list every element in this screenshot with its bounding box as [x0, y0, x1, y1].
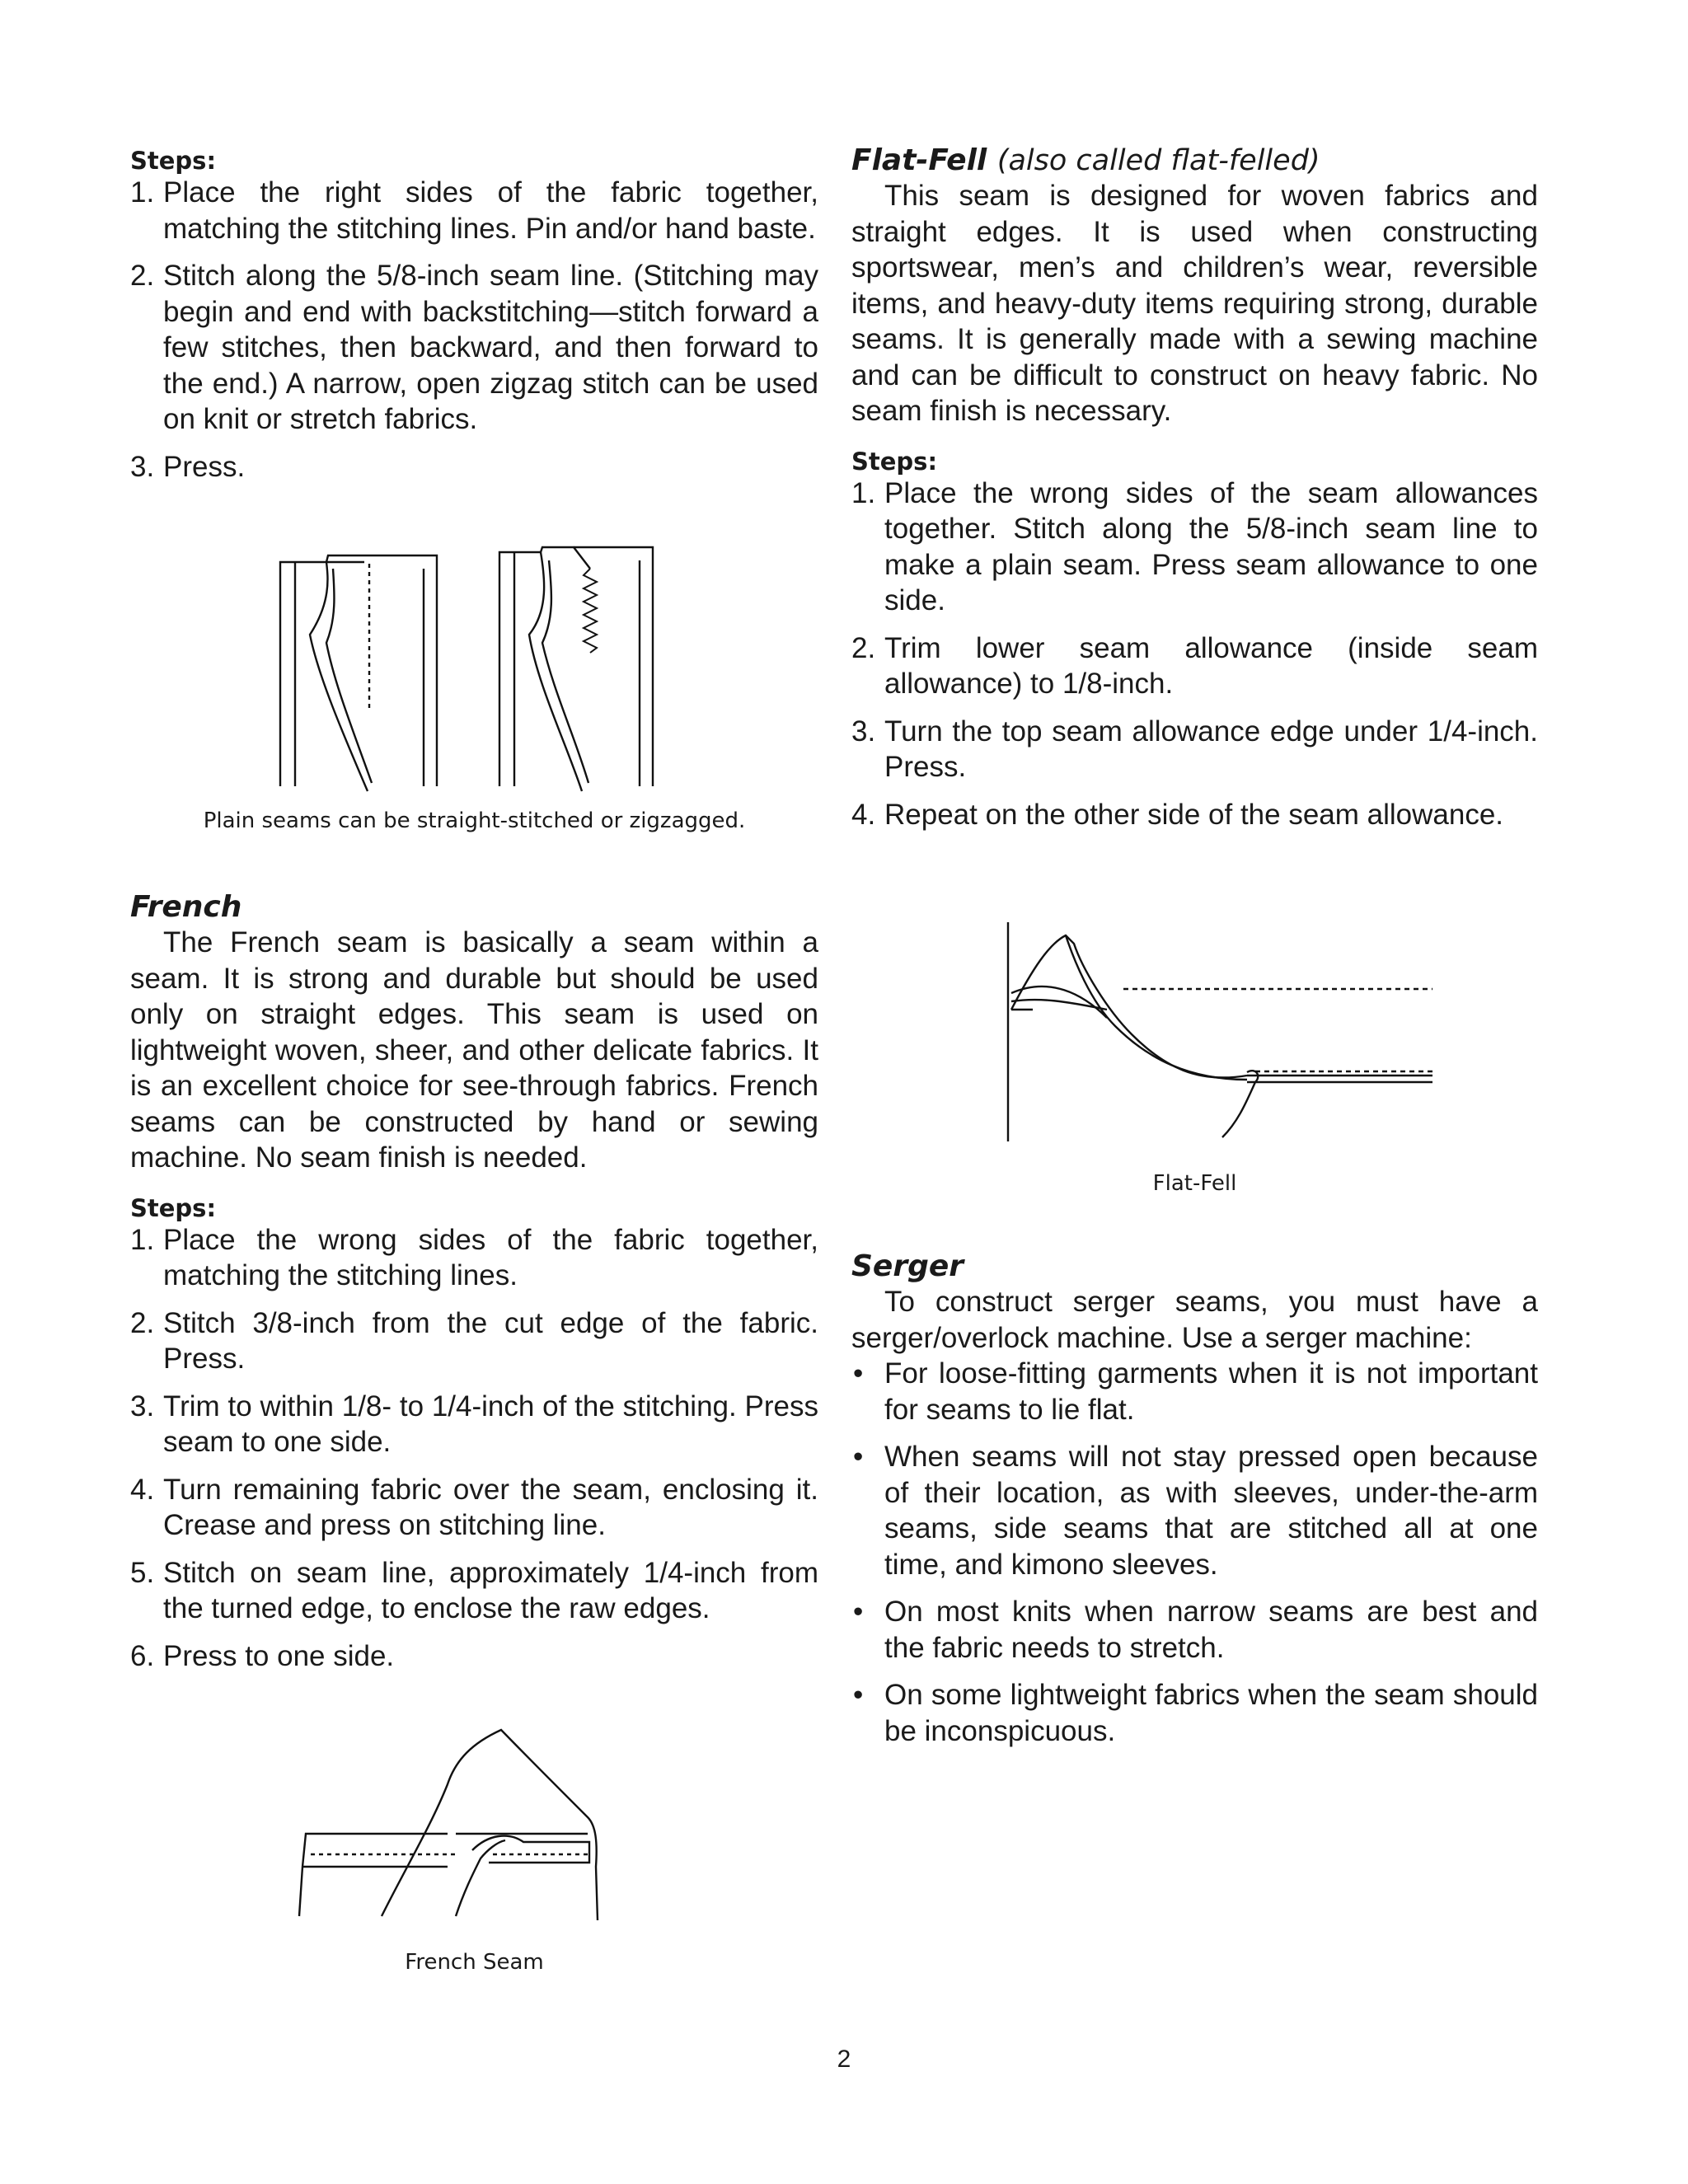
list-item	[130, 449, 818, 485]
bullet-icon: •	[853, 1357, 864, 1390]
step-text: Press to one side.	[163, 1639, 395, 1672]
step-number: 4.	[851, 798, 876, 831]
list-item	[851, 1594, 1538, 1666]
plain-seam-steps	[130, 147, 818, 496]
list-item	[130, 1472, 818, 1544]
list-item	[130, 175, 818, 246]
flat-fell-steps-list	[851, 476, 1538, 833]
step-text: Stitch 3/8-inch from the cut edge of the fabric. Press.	[163, 1306, 818, 1375]
section-intro: The French seam is basically a seam within a seam. It is strong and durable but should be used only on straight edges. This seam is used on lightweight woven, sheer, and other delicate fabrics. It is an excellent choice for see-through fabrics. French seams can be constructed by hand or sewing machine. No seam finish is needed.	[130, 926, 818, 1174]
section-heading-title: Flat-Fell	[851, 143, 987, 177]
plain-steps-list	[130, 175, 818, 485]
list-item	[851, 476, 1538, 619]
step-number: 1.	[851, 476, 876, 509]
french-steps-list	[130, 1222, 818, 1675]
list-item	[130, 1305, 818, 1377]
step-text: Turn remaining fabric over the seam, enclosing it. Crease and press on stitching line.	[163, 1473, 818, 1541]
steps-label: Steps:	[851, 447, 938, 476]
bullet-icon: •	[853, 1441, 864, 1473]
step-text: Place the wrong sides of the fabric together, matching the stitching lines.	[163, 1223, 818, 1291]
bullet-icon: •	[853, 1596, 864, 1628]
list-item	[130, 258, 818, 438]
french-seam-caption: French Seam	[405, 1950, 544, 1975]
section-heading: French	[130, 890, 242, 924]
step-number: 2.	[130, 1306, 155, 1339]
flat-fell-caption: Flat-Fell	[1152, 1171, 1237, 1196]
flat-fell-illustration	[1000, 919, 1445, 1146]
bullet-icon: •	[853, 1679, 864, 1711]
step-text: Repeat on the other side of the seam allowance.	[884, 798, 1504, 831]
plain-seam-caption: Plain seams can be straight-stitched or zigzagged.	[203, 808, 746, 833]
section-heading-subtitle: (also called flat-felled)	[996, 144, 1320, 177]
french-section	[130, 890, 818, 1685]
bullet-text: For loose-fitting garments when it is not important for seams to lie flat.	[884, 1357, 1538, 1426]
page-number: 2	[837, 2046, 851, 2073]
step-text: Press.	[163, 450, 246, 483]
list-item	[130, 1638, 818, 1675]
step-number: 5.	[130, 1556, 155, 1589]
steps-label: Steps:	[130, 1193, 217, 1222]
steps-label: Steps:	[130, 147, 217, 175]
list-item	[851, 1356, 1538, 1427]
step-number: 3.	[130, 1390, 155, 1422]
step-number: 2.	[130, 260, 155, 292]
step-text: Place the wrong sides of the seam allowances together. Stitch along the 5/8-inch seam line to make a plain seam. Press seam allowance to one side.	[884, 476, 1538, 616]
step-number: 3.	[851, 715, 876, 748]
list-item	[851, 630, 1538, 702]
step-text: Trim lower seam allowance (inside seam allowance) to 1/8-inch.	[884, 631, 1538, 700]
bullet-text: On most knits when narrow seams are best and the fabric needs to stretch.	[884, 1596, 1538, 1664]
list-item	[130, 1222, 818, 1294]
french-seam-illustration	[291, 1727, 687, 1924]
step-text: Trim to within 1/8- to 1/4-inch of the stitching. Press seam to one side.	[163, 1390, 818, 1458]
serger-section	[851, 1249, 1538, 1760]
step-text: Place the right sides of the fabric together, matching the stitching lines. Pin and/or hand baste.	[163, 176, 818, 245]
step-number: 1.	[130, 176, 155, 209]
plain-seam-illustration	[277, 544, 821, 799]
list-item	[851, 1439, 1538, 1582]
step-number: 3.	[130, 450, 155, 483]
list-item	[130, 1389, 818, 1460]
step-number: 1.	[130, 1223, 155, 1256]
section-heading	[851, 143, 1538, 178]
list-item	[851, 797, 1538, 833]
flat-fell-section	[851, 143, 1538, 844]
step-number: 4.	[130, 1473, 155, 1506]
step-number: 2.	[851, 631, 876, 664]
serger-bullet-list	[851, 1356, 1538, 1749]
step-text: Stitch on seam line, approximately 1/4-inch from the turned edge, to enclose the raw edges.	[163, 1556, 818, 1624]
bullet-text: When seams will not stay pressed open because of their location, as with sleeves, under-the-arm seams, side seams that are stitched all at one time, and kimono sleeves.	[884, 1441, 1538, 1581]
list-item	[851, 714, 1538, 785]
section-heading: Serger	[851, 1249, 964, 1283]
bullet-text: On some lightweight fabrics when the seam should be inconspicuous.	[884, 1679, 1538, 1747]
section-intro: To construct serger seams, you must have a serger/overlock machine. Use a serger machine:	[851, 1286, 1538, 1354]
step-text: Turn the top seam allowance edge under 1/4-inch. Press.	[884, 715, 1538, 783]
section-intro: This seam is designed for woven fabrics and straight edges. It is used when constructing sportswear, men’s and children’s wear, reversible items, and heavy-duty items requiring strong, durable seams. It is generally made with a sewing machine and can be difficult to construct on heavy fabric. No seam finish is necessary.	[851, 180, 1538, 427]
list-item	[130, 1555, 818, 1627]
step-number: 6.	[130, 1639, 155, 1672]
step-text: Stitch along the 5/8-inch seam line. (Stitching may begin and end with backstitching—stitch forward a few stitches, then backward, and then forward to the end.) A narrow, open zigzag stitch can be used on knit or stretch fabrics.	[163, 260, 818, 435]
list-item	[851, 1677, 1538, 1749]
